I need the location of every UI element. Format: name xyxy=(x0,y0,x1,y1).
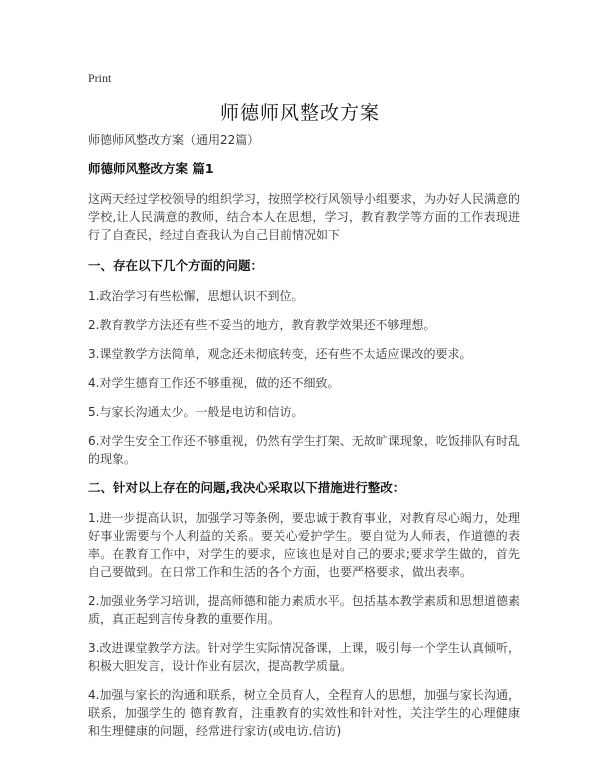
problem-item: 4.对学生德育工作还不够重视，做的还不细致。 xyxy=(88,376,340,390)
measure-item: 4.加强与家长的沟通和联系，树立全员育人，全程育人的思想，加强与家长沟通，联系，加强学生的 德育教育，注重教育的实效性和针对性，关注学生的心理健康和生理健康的问题，经常进行家访(或电访.信访) xyxy=(88,688,520,738)
measure-item: 3.改进课堂教学方法。针对学生实际情况备课，上课，吸引每一个学生认真倾听，积极大胆发言，设计作业有层次，提高教学质量。 xyxy=(88,641,520,673)
problem-item: 2.教育教学方法还有些不妥当的地方，教育教学效果还不够理想。 xyxy=(88,318,436,332)
problem-item: 5.与家长沟通太少。一般是电访和信访。 xyxy=(88,405,304,419)
measure-item: 1.进一步提高认识，加强学习等条例，要忠诚于教育事业，对教育尽心竭力，处理好事业需要与个人利益的关系。要关心爱护学生。要自觉为人师表，作道德的表率。在教育工作中，对学生的要求，应该也是对自己的要求;要求学生做的，首先自己要做到。在日常工作和生活的各个方面，也要严格要求，做出表率。 xyxy=(88,511,520,579)
problems-heading: 一、存在以下几个方面的问题： xyxy=(88,258,264,273)
problem-item: 6.对学生安全工作还不够重视，仍然有学生打架、无故旷课现象，吃饭排队有时乱的现象。 xyxy=(88,434,520,466)
print-link[interactable]: Print xyxy=(88,71,112,85)
section-title: 师德师风整改方案 篇1 xyxy=(88,161,214,176)
measures-heading: 二、针对以上存在的问题,我决心采取以下措施进行整改： xyxy=(88,480,406,495)
document-title: 师德师风整改方案 xyxy=(219,102,380,124)
problem-item: 1.政治学习有些松懈，思想认识不到位。 xyxy=(88,289,304,303)
document-subtitle: 师德师风整改方案（通用22篇） xyxy=(88,133,260,147)
measure-item: 2.加强业务学习培训，提高师德和能力素质水平。包括基本教学素质和思想道德素质，真正起到言传身教的重要作用。 xyxy=(88,594,520,626)
document-body xyxy=(88,131,520,751)
problem-item: 3.课堂教学方法简单，观念还未彻底转变，还有些不太适应课改的要求。 xyxy=(88,347,472,361)
intro-paragraph: 这两天经过学校领导的组织学习，按照学校行风领导小组要求，为办好人民满意的学校,让人民满意的教师，结合本人在思想，学习，教育教学等方面的工作表现进行了自查民，经过自查我认为自己目前情况如下 xyxy=(88,192,521,242)
